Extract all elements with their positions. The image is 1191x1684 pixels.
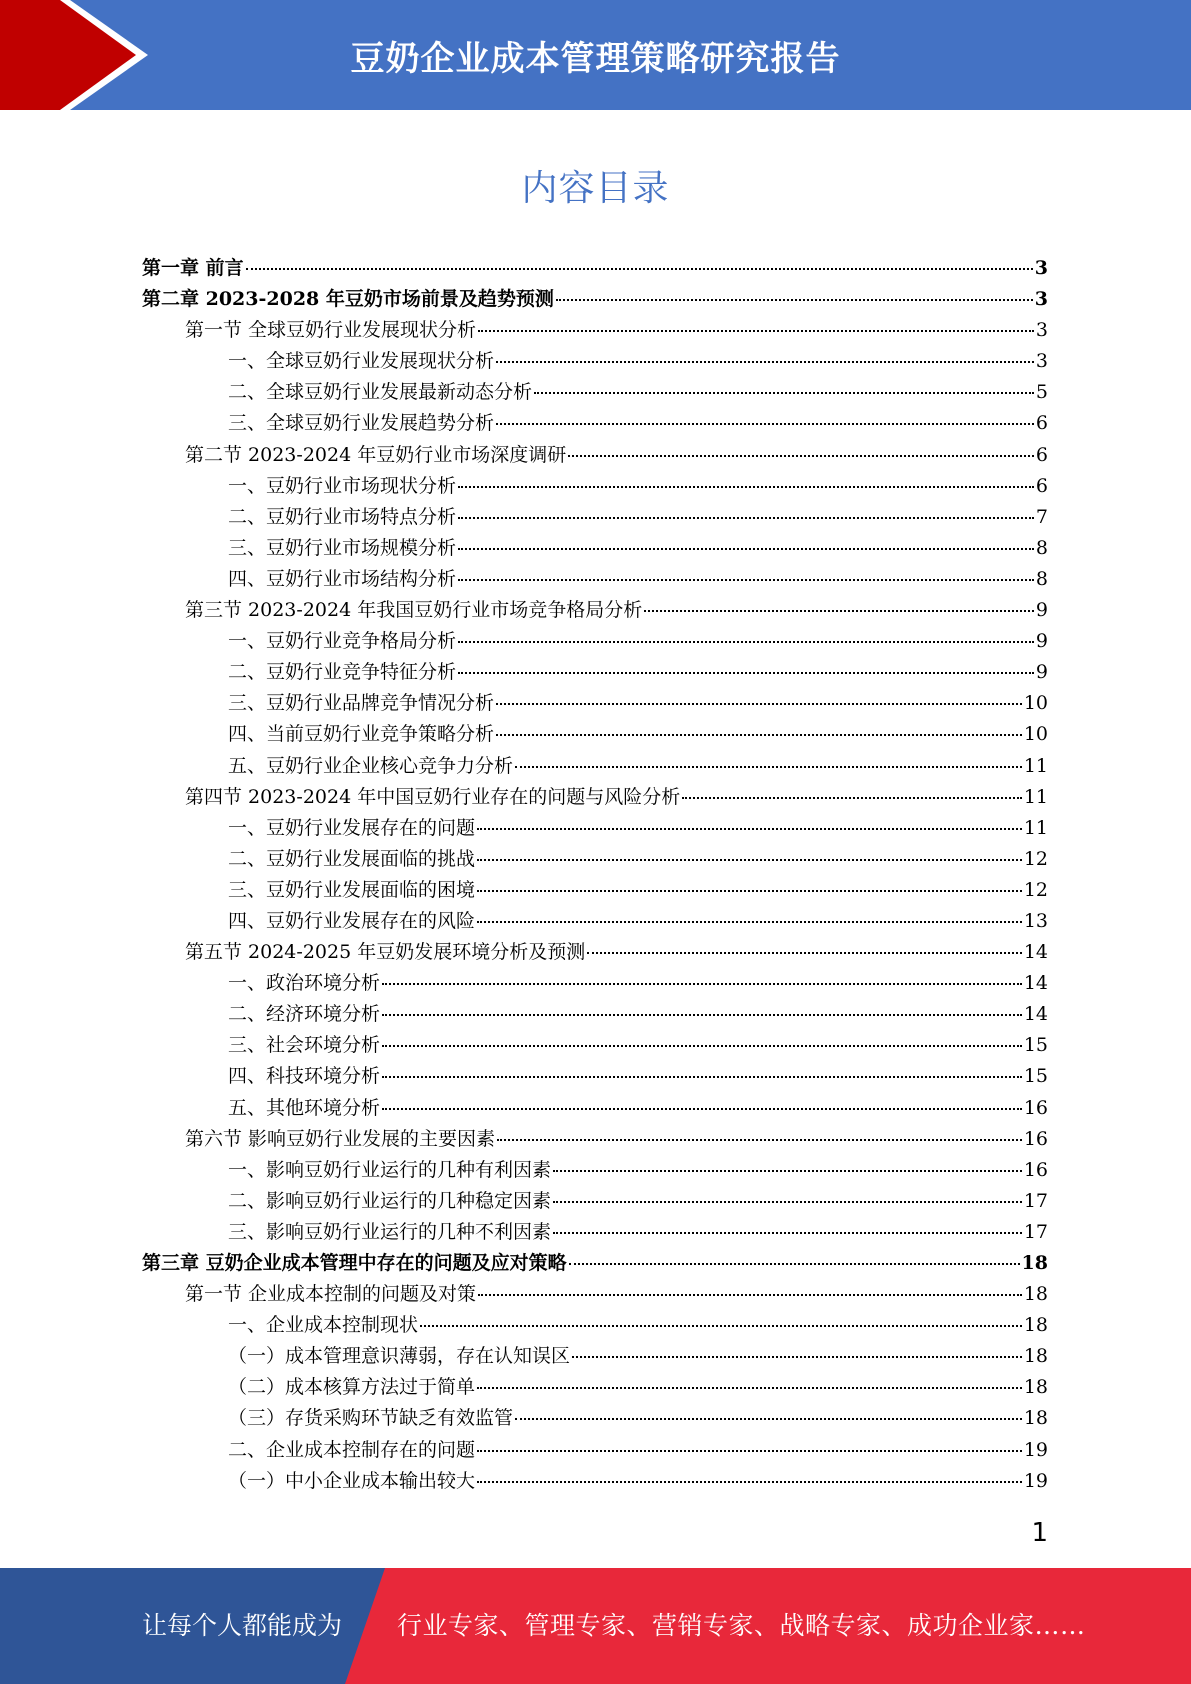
toc-dot-leader bbox=[382, 1044, 1022, 1047]
footer-slogan-right: 行业专家、管理专家、营销专家、战略专家、成功企业家…… bbox=[397, 1611, 1086, 1640]
toc-dot-leader bbox=[477, 889, 1022, 892]
toc-entry-page: 11 bbox=[1023, 785, 1048, 808]
toc-entry-page: 9 bbox=[1035, 630, 1048, 653]
toc-entry-label: （二）成本核算方法过于简单 bbox=[228, 1376, 476, 1399]
toc-entry[interactable] bbox=[142, 346, 1048, 377]
toc-entry-label: 二、豆奶行业发展面临的挑战 bbox=[228, 847, 476, 870]
toc-entry[interactable] bbox=[142, 1093, 1048, 1124]
toc-entry-label: 一、豆奶行业市场现状分析 bbox=[228, 474, 457, 497]
toc-entry-page: 17 bbox=[1023, 1220, 1048, 1243]
toc-entry-label: 第二节 2023-2024 年豆奶行业市场深度调研 bbox=[185, 443, 567, 466]
toc-entry-page: 3 bbox=[1034, 257, 1048, 279]
toc-entry[interactable] bbox=[142, 1061, 1048, 1092]
toc-entry-label: 一、影响豆奶行业运行的几种有利因素 bbox=[228, 1158, 552, 1181]
toc-entry[interactable] bbox=[142, 1403, 1048, 1434]
toc-entry-page: 10 bbox=[1023, 723, 1048, 746]
toc-entry[interactable] bbox=[142, 875, 1048, 906]
toc-entry[interactable] bbox=[142, 1279, 1048, 1310]
toc-entry-label: 第五节 2024-2025 年豆奶发展环境分析及预测 bbox=[185, 941, 586, 964]
toc-entry[interactable] bbox=[142, 1466, 1048, 1497]
toc-dot-leader bbox=[572, 1355, 1022, 1358]
toc-entry-label: 三、影响豆奶行业运行的几种不利因素 bbox=[228, 1220, 552, 1243]
toc-dot-leader bbox=[496, 422, 1034, 425]
toc-entry-label: 四、豆奶行业市场结构分析 bbox=[228, 567, 457, 590]
toc-entry[interactable] bbox=[142, 688, 1048, 719]
toc-entry[interactable] bbox=[142, 782, 1048, 813]
toc-entry-page: 12 bbox=[1023, 847, 1048, 870]
toc-entry[interactable] bbox=[142, 253, 1048, 284]
page-footer bbox=[0, 1568, 1191, 1684]
toc-entry[interactable] bbox=[142, 564, 1048, 595]
toc-dot-leader bbox=[569, 1262, 1020, 1265]
toc-dot-leader bbox=[568, 454, 1034, 457]
toc-entry-page: 8 bbox=[1035, 567, 1048, 590]
toc-dot-leader bbox=[553, 1200, 1022, 1203]
toc-entry[interactable] bbox=[142, 1217, 1048, 1248]
toc-dot-leader bbox=[382, 1075, 1022, 1078]
table-of-contents bbox=[142, 253, 1048, 1497]
toc-entry[interactable] bbox=[142, 1372, 1048, 1403]
toc-entry-label: 第三节 2023-2024 年我国豆奶行业市场竞争格局分析 bbox=[185, 599, 643, 622]
toc-entry-page: 8 bbox=[1035, 536, 1048, 559]
toc-entry-page: 6 bbox=[1035, 474, 1048, 497]
toc-entry-label: 第二章 2023-2028 年豆奶市场前景及趋势预测 bbox=[142, 288, 554, 311]
toc-dot-leader bbox=[553, 1231, 1022, 1234]
toc-entry-page: 6 bbox=[1035, 443, 1048, 466]
report-title: 豆奶企业成本管理策略研究报告 bbox=[350, 38, 841, 79]
toc-dot-leader bbox=[496, 733, 1022, 736]
toc-entry-page: 14 bbox=[1023, 972, 1048, 995]
toc-entry-label: 四、豆奶行业发展存在的风险 bbox=[228, 909, 476, 932]
toc-entry[interactable] bbox=[142, 1186, 1048, 1217]
toc-entry[interactable] bbox=[142, 1310, 1048, 1341]
toc-dot-leader bbox=[553, 1169, 1022, 1172]
toc-entry[interactable] bbox=[142, 1030, 1048, 1061]
toc-entry[interactable] bbox=[142, 440, 1048, 471]
toc-entry-label: 一、政治环境分析 bbox=[228, 972, 381, 995]
toc-dot-leader bbox=[644, 609, 1034, 612]
toc-dot-leader bbox=[458, 547, 1034, 550]
toc-entry-label: 三、豆奶行业品牌竞争情况分析 bbox=[228, 692, 495, 715]
toc-entry-label: 二、企业成本控制存在的问题 bbox=[228, 1438, 476, 1461]
toc-entry-page: 17 bbox=[1023, 1189, 1048, 1212]
toc-entry-label: （一）成本管理意识薄弱，存在认知误区 bbox=[228, 1345, 571, 1368]
toc-entry-label: 五、豆奶行业企业核心竞争力分析 bbox=[228, 754, 514, 777]
toc-dot-leader bbox=[477, 920, 1022, 923]
toc-dot-leader bbox=[534, 391, 1034, 394]
toc-entry[interactable] bbox=[142, 937, 1048, 968]
toc-entry-page: 18 bbox=[1023, 1345, 1048, 1368]
toc-entry-label: 四、科技环境分析 bbox=[228, 1065, 381, 1088]
toc-dot-leader bbox=[515, 765, 1022, 768]
toc-entry-label: 一、豆奶行业发展存在的问题 bbox=[228, 816, 476, 839]
toc-entry[interactable] bbox=[142, 968, 1048, 999]
toc-entry-label: （一）中小企业成本输出较大 bbox=[228, 1469, 476, 1492]
toc-entry[interactable] bbox=[142, 471, 1048, 502]
toc-entry[interactable] bbox=[142, 315, 1048, 346]
toc-dot-leader bbox=[477, 1480, 1022, 1483]
toc-entry[interactable] bbox=[142, 377, 1048, 408]
toc-entry-label: 一、豆奶行业竞争格局分析 bbox=[228, 630, 457, 653]
toc-entry-label: 第三章 豆奶企业成本管理中存在的问题及应对策略 bbox=[142, 1252, 567, 1274]
toc-entry[interactable] bbox=[142, 408, 1048, 439]
toc-entry-label: 二、全球豆奶行业发展最新动态分析 bbox=[228, 381, 533, 404]
toc-dot-leader bbox=[420, 1324, 1022, 1327]
toc-entry-label: 四、当前豆奶行业竞争策略分析 bbox=[228, 723, 495, 746]
toc-entry[interactable] bbox=[142, 999, 1048, 1030]
toc-entry-label: 二、豆奶行业竞争特征分析 bbox=[228, 661, 457, 684]
red-chevron-decoration bbox=[0, 0, 160, 110]
toc-entry[interactable] bbox=[142, 284, 1048, 315]
toc-dot-leader bbox=[496, 702, 1022, 705]
toc-dot-leader bbox=[458, 485, 1034, 488]
toc-entry[interactable] bbox=[142, 1341, 1048, 1372]
toc-entry[interactable] bbox=[142, 533, 1048, 564]
toc-entry-label: 五、其他环境分析 bbox=[228, 1096, 381, 1119]
toc-entry-page: 18 bbox=[1023, 1314, 1048, 1337]
toc-entry-label: 第一节 全球豆奶行业发展现状分析 bbox=[185, 319, 477, 342]
toc-dot-leader bbox=[458, 578, 1034, 581]
toc-entry[interactable] bbox=[142, 719, 1048, 750]
toc-entry-page: 11 bbox=[1023, 754, 1048, 777]
toc-entry-page: 3 bbox=[1035, 319, 1048, 342]
toc-dot-leader bbox=[477, 1449, 1022, 1452]
toc-dot-leader bbox=[458, 640, 1034, 643]
toc-entry-page: 18 bbox=[1023, 1376, 1048, 1399]
toc-entry-page: 18 bbox=[1023, 1283, 1048, 1306]
toc-entry-label: 一、企业成本控制现状 bbox=[228, 1314, 419, 1337]
toc-entry[interactable] bbox=[142, 813, 1048, 844]
toc-entry-page: 7 bbox=[1035, 505, 1048, 528]
toc-entry-page: 5 bbox=[1035, 381, 1048, 404]
toc-entry-page: 15 bbox=[1023, 1034, 1048, 1057]
toc-dot-leader bbox=[382, 1013, 1022, 1016]
toc-entry-page: 9 bbox=[1035, 661, 1048, 684]
page-header bbox=[0, 0, 1191, 110]
toc-entry-label: 第一章 前言 bbox=[142, 257, 244, 279]
toc-entry-label: （三）存货采购环节缺乏有效监管 bbox=[228, 1407, 514, 1430]
toc-dot-leader bbox=[246, 267, 1033, 270]
toc-entry[interactable] bbox=[142, 657, 1048, 688]
toc-entry-label: 三、全球豆奶行业发展趋势分析 bbox=[228, 412, 495, 435]
toc-entry[interactable] bbox=[142, 595, 1048, 626]
toc-dot-leader bbox=[496, 360, 1034, 363]
toc-dot-leader bbox=[478, 1293, 1022, 1296]
toc-entry-page: 14 bbox=[1023, 941, 1048, 964]
toc-entry-page: 11 bbox=[1023, 816, 1048, 839]
toc-entry-label: 第六节 影响豆奶行业发展的主要因素 bbox=[185, 1127, 496, 1150]
toc-dot-leader bbox=[382, 982, 1022, 985]
toc-entry-page: 12 bbox=[1023, 878, 1048, 901]
toc-entry-page: 10 bbox=[1023, 692, 1048, 715]
footer-slogan-left: 让每个人都能成为 bbox=[142, 1611, 343, 1640]
toc-entry-label: 三、豆奶行业发展面临的困境 bbox=[228, 878, 476, 901]
toc-entry-label: 第四节 2023-2024 年中国豆奶行业存在的问题与风险分析 bbox=[185, 785, 681, 808]
toc-entry-label: 三、豆奶行业市场规模分析 bbox=[228, 536, 457, 559]
toc-entry[interactable] bbox=[142, 844, 1048, 875]
toc-dot-leader bbox=[478, 329, 1034, 332]
toc-dot-leader bbox=[556, 298, 1033, 301]
toc-dot-leader bbox=[477, 1386, 1022, 1389]
toc-dot-leader bbox=[515, 1417, 1022, 1420]
toc-entry[interactable] bbox=[142, 1124, 1048, 1155]
toc-entry[interactable] bbox=[142, 502, 1048, 533]
toc-entry-page: 6 bbox=[1035, 412, 1048, 435]
toc-entry-label: 二、豆奶行业市场特点分析 bbox=[228, 505, 457, 528]
toc-entry-label: 一、全球豆奶行业发展现状分析 bbox=[228, 350, 495, 373]
toc-entry-page: 16 bbox=[1023, 1096, 1048, 1119]
toc-entry-page: 3 bbox=[1034, 288, 1048, 311]
toc-dot-leader bbox=[682, 796, 1022, 799]
toc-entry-page: 19 bbox=[1023, 1469, 1048, 1492]
toc-dot-leader bbox=[458, 671, 1034, 674]
toc-dot-leader bbox=[382, 1107, 1022, 1110]
toc-dot-leader bbox=[497, 1138, 1022, 1141]
toc-entry-page: 15 bbox=[1023, 1065, 1048, 1088]
toc-dot-leader bbox=[458, 516, 1034, 519]
toc-dot-leader bbox=[477, 827, 1022, 830]
toc-entry[interactable] bbox=[142, 906, 1048, 937]
page-number: 1 bbox=[1031, 1518, 1048, 1548]
toc-entry-page: 3 bbox=[1035, 350, 1048, 373]
toc-entry-label: 二、影响豆奶行业运行的几种稳定因素 bbox=[228, 1189, 552, 1212]
toc-entry-page: 9 bbox=[1035, 599, 1048, 622]
toc-entry-page: 18 bbox=[1023, 1407, 1048, 1430]
toc-dot-leader bbox=[587, 951, 1022, 954]
toc-entry[interactable] bbox=[142, 1248, 1048, 1279]
toc-entry-page: 18 bbox=[1021, 1252, 1048, 1274]
toc-entry-label: 第一节 企业成本控制的问题及对策 bbox=[185, 1283, 477, 1306]
toc-entry-label: 三、社会环境分析 bbox=[228, 1034, 381, 1057]
toc-entry-page: 14 bbox=[1023, 1003, 1048, 1026]
toc-entry-label: 二、经济环境分析 bbox=[228, 1003, 381, 1026]
toc-entry[interactable] bbox=[142, 626, 1048, 657]
toc-entry[interactable] bbox=[142, 751, 1048, 782]
toc-heading: 内容目录 bbox=[521, 168, 670, 209]
toc-entry[interactable] bbox=[142, 1155, 1048, 1186]
toc-entry-page: 19 bbox=[1023, 1438, 1048, 1461]
toc-dot-leader bbox=[477, 858, 1022, 861]
toc-entry[interactable] bbox=[142, 1435, 1048, 1466]
toc-entry-page: 16 bbox=[1023, 1127, 1048, 1150]
toc-entry-page: 16 bbox=[1023, 1158, 1048, 1181]
toc-entry-page: 13 bbox=[1023, 909, 1048, 932]
